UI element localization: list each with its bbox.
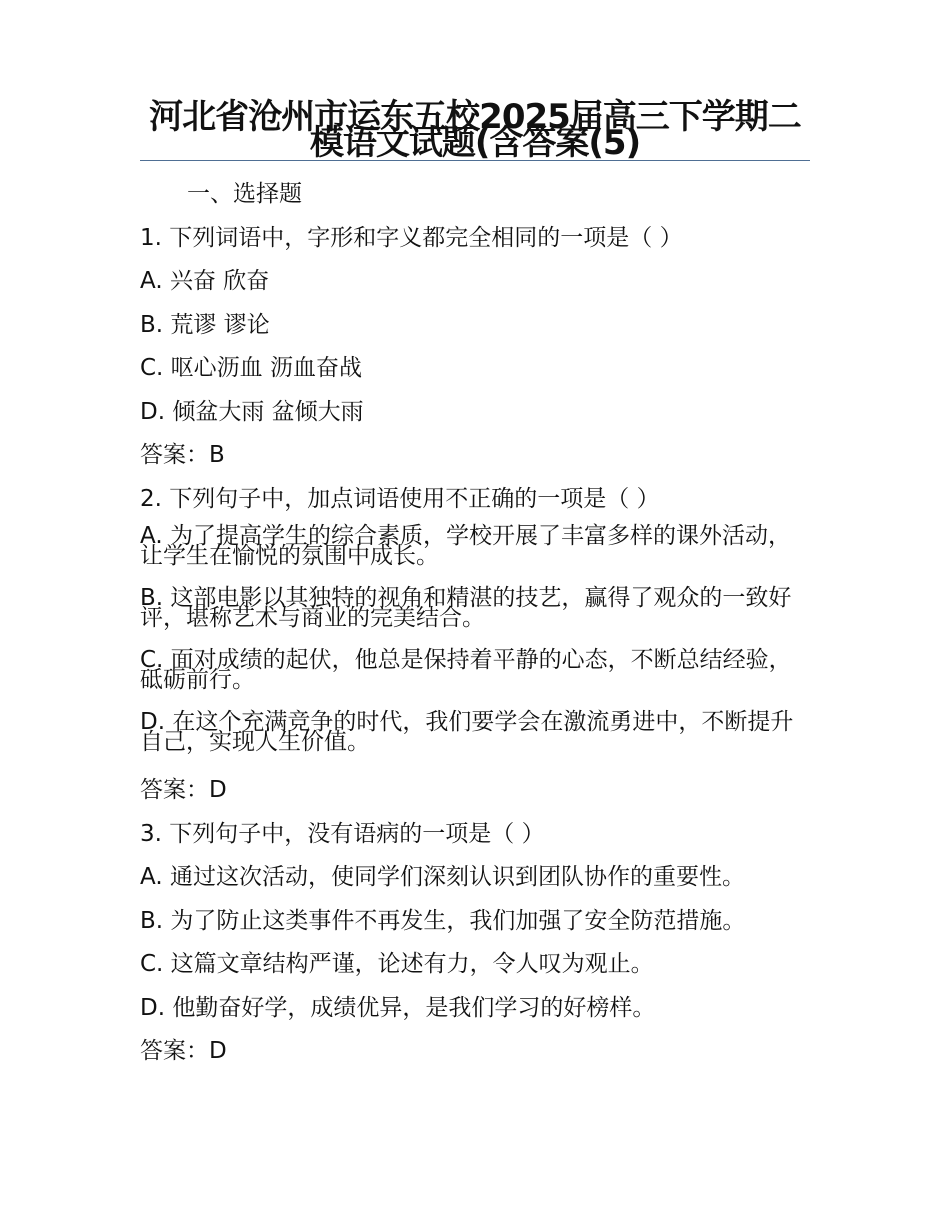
question-1-option-a: A. 兴奋 欣奋 xyxy=(140,268,270,294)
section-heading: 一、选择题 xyxy=(187,181,302,207)
question-1-stem: 1. 下列词语中，字形和字义都完全相同的一项是（ ） xyxy=(140,224,683,251)
question-3-option-c: C. 这篇文章结构严谨，论述有力，令人叹为观止。 xyxy=(140,951,654,977)
title-underline xyxy=(140,160,810,161)
question-2-option-d: D. 在这个充满竞争的时代，我们要学会在激流勇进中，不断提升自己，实现人生价值。 xyxy=(140,709,794,755)
question-3-option-d: D. 他勤奋好学，成绩优异，是我们学习的好榜样。 xyxy=(140,994,656,1021)
document-title: 河北省沧州市运东五校2025届高三下学期二模语文试题(含答案(5) xyxy=(149,97,801,163)
question-2-answer: 答案：D xyxy=(140,777,227,803)
question-2-stem: 2. 下列句子中，加点词语使用不正确的一项是（ ） xyxy=(140,485,660,512)
question-2-option-c: C. 面对成绩的起伏，他总是保持着平静的心态，不断总结经验，砥砺前行。 xyxy=(140,647,792,693)
question-1-option-c: C. 呕心沥血 沥血奋战 xyxy=(140,355,362,381)
question-1-option-b: B. 荒谬 谬论 xyxy=(140,311,270,338)
question-1-option-d: D. 倾盆大雨 盆倾大雨 xyxy=(140,398,364,425)
question-1-answer: 答案：B xyxy=(140,442,225,468)
document-body xyxy=(140,178,800,1079)
question-2-option-b: B. 这部电影以其独特的视角和精湛的技艺，赢得了观众的一致好评，堪称艺术与商业的完美结合。 xyxy=(140,585,792,631)
question-3-stem: 3. 下列句子中，没有语病的一项是（ ） xyxy=(140,820,545,847)
question-3-option-a: A. 通过这次活动，使同学们深刻认识到团队协作的重要性。 xyxy=(140,864,745,890)
question-3-answer: 答案：D xyxy=(140,1038,227,1064)
question-2-option-a: A. 为了提高学生的综合素质，学校开展了丰富多样的课外活动，让学生在愉悦的氛围中成长。 xyxy=(140,523,791,569)
question-3-option-b: B. 为了防止这类事件不再发生，我们加强了安全防范措施。 xyxy=(140,907,746,934)
